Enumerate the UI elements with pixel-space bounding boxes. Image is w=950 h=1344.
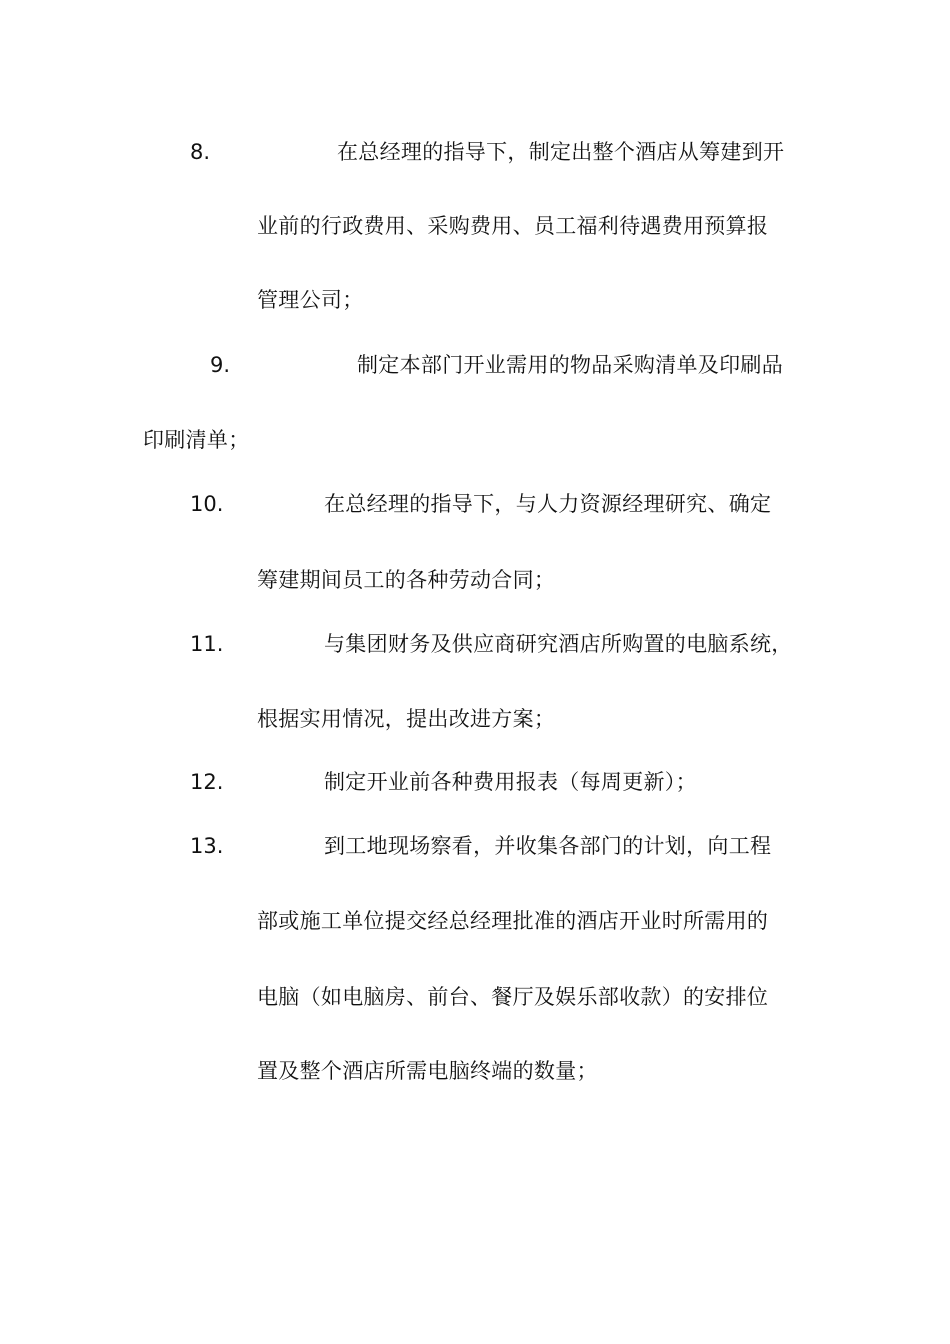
item-number: 12. xyxy=(190,770,224,794)
item-text-line: 根据实用情况，提出改进方案； xyxy=(257,707,556,731)
item-text-line: 电脑（如电脑房、前台、餐厅及娱乐部收款）的安排位 xyxy=(257,985,769,1009)
item-number: 13. xyxy=(190,834,224,858)
item-text-line: 置及整个酒店所需电脑终端的数量； xyxy=(257,1059,598,1083)
item-number: 8. xyxy=(190,140,211,164)
item-text-line: 筹建期间员工的各种劳动合同； xyxy=(257,568,556,592)
item-text-line: 制定开业前各种费用报表（每周更新）； xyxy=(324,770,697,794)
item-text-line: 部或施工单位提交经总经理批准的酒店开业时所需用的 xyxy=(257,909,769,933)
item-text-line: 业前的行政费用、采购费用、员工福利待遇费用预算报 xyxy=(257,214,769,238)
item-text-line: 制定本部门开业需用的物品采购清单及印刷品 xyxy=(357,353,783,377)
item-text-line: 与集团财务及供应商研究酒店所购置的电脑系统， xyxy=(324,632,793,656)
item-number: 11. xyxy=(190,632,224,656)
item-text-line: 在总经理的指导下，制定出整个酒店从筹建到开 xyxy=(337,140,785,164)
item-text-line: 到工地现场察看，并收集各部门的计划，向工程 xyxy=(324,834,772,858)
item-number: 10. xyxy=(190,492,224,516)
item-text-line: 管理公司； xyxy=(257,288,364,312)
item-text-line: 在总经理的指导下，与人力资源经理研究、确定 xyxy=(324,492,772,516)
item-text-line: 印刷清单； xyxy=(143,428,250,452)
item-number: 9. xyxy=(210,353,231,377)
